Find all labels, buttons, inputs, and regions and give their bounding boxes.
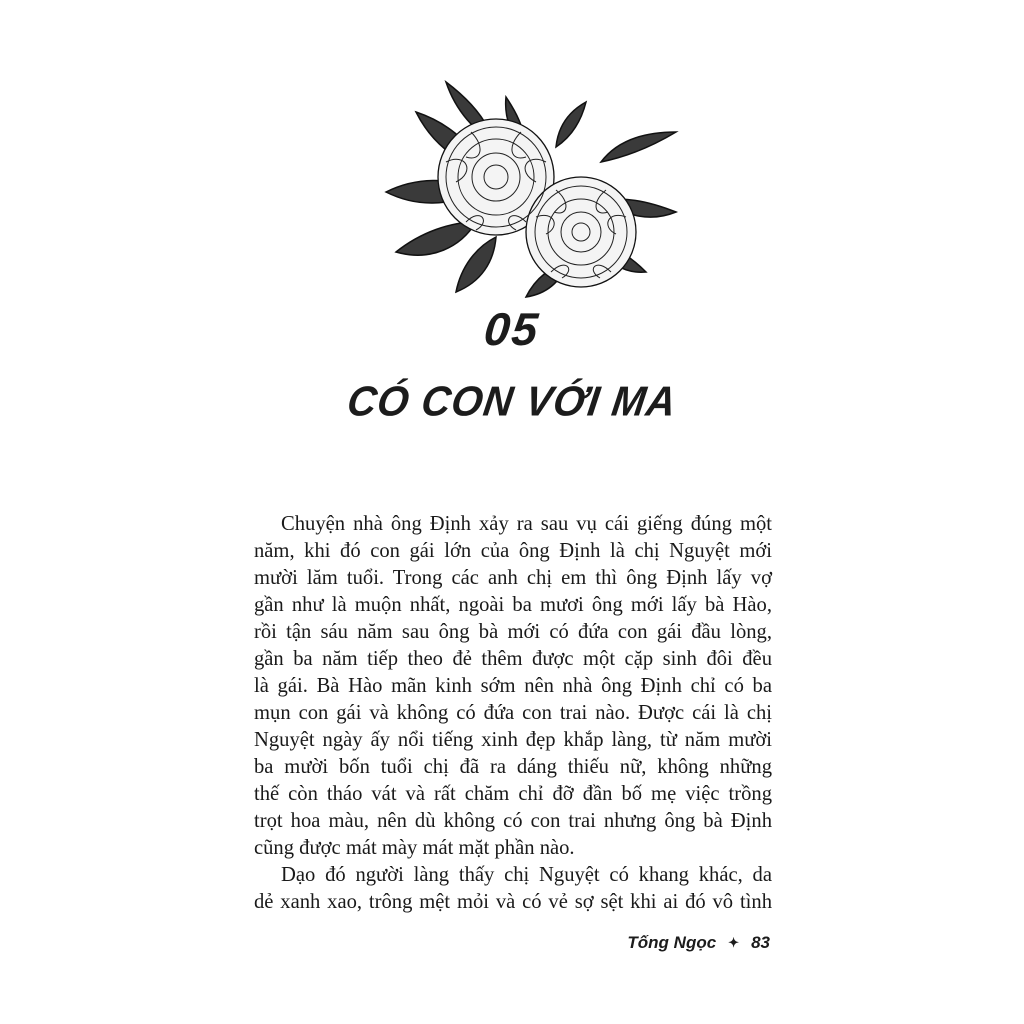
text-line: dẻ xanh xao, trông mệt mỏi và có vẻ sợ sệt khi ai đó vô tình [254,891,772,913]
text-line: gần như là muộn nhất, ngoài ba mươi ông mới lấy bà Hào, [254,594,772,616]
text-line: gần ba năm tiếp theo đẻ thêm được một cặp sinh đôi đều [254,648,772,670]
text-line: trọt hoa màu, nên dù không có con trai nhưng ông bà Định [254,810,772,832]
text-line: Chuyện nhà ông Định xảy ra sau vụ cái giếng đúng một [281,513,772,535]
text-line: rồi tận sáu năm sau ông bà mới có đứa con gái đầu lòng, [254,621,772,643]
chrysanthemum-illustration [376,72,688,304]
text-line: cũng được mát mày mát mặt phần nào. [254,837,575,859]
page-footer [627,933,770,953]
author-name: Tống Ngọc [627,933,717,952]
text-line: thế còn tháo vát và rất chăm chỉ đỡ đần bố mẹ việc trồng [254,783,772,805]
text-line: mười lăm tuổi. Trong các anh chị em thì ông Định lấy vợ [254,567,772,589]
chapter-title: CÓ CON VỚI MA [344,378,680,426]
body-text [254,511,772,916]
text-line: năm, khi đó con gái lớn của ông Định là chị Nguyệt mới [254,540,772,562]
text-line: ba mười bốn tuổi chị đã ra dáng thiếu nữ, không những [254,756,772,778]
star-separator-icon: ✦ [728,935,740,950]
chapter-number: 05 [481,303,543,355]
text-line: Nguyệt ngày ấy nổi tiếng xinh đẹp khắp làng, từ năm mười [254,729,772,751]
page-number: 83 [751,933,770,952]
text-line: là gái. Bà Hào mãn kinh sớm nên nhà ông Định chỉ có ba [254,675,772,697]
chrysanthemum-icon [376,72,688,304]
text-line: mụn con gái và không có đứa con trai nào. Được cái là chị [254,702,772,724]
text-line: Dạo đó người làng thấy chị Nguyệt có khang khác, da [281,864,772,886]
